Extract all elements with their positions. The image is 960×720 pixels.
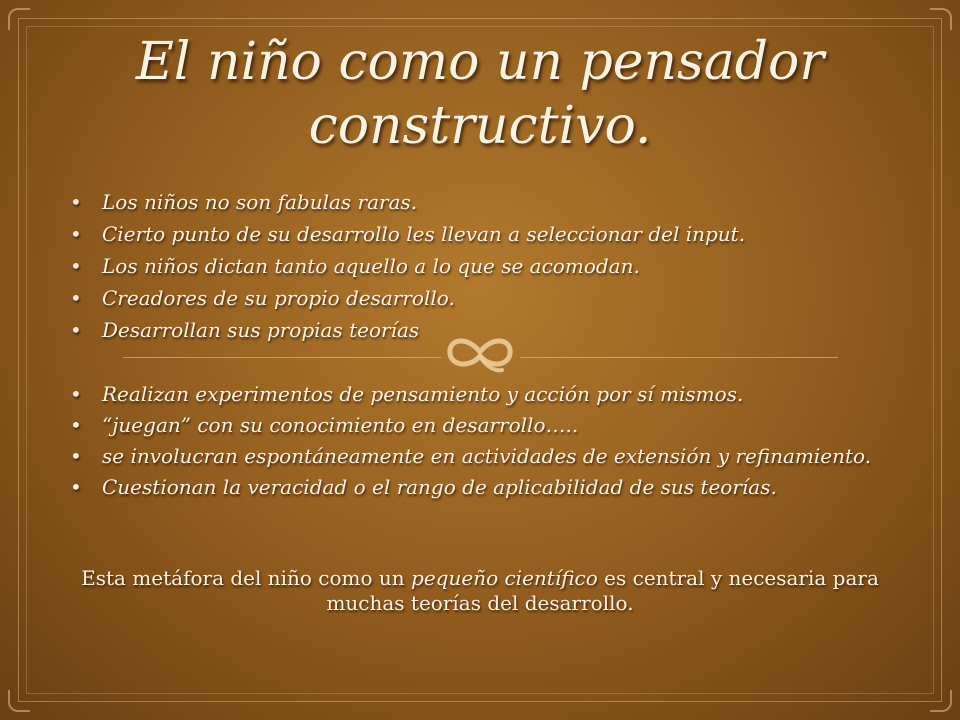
- divider-line-left: [123, 357, 441, 358]
- corner-ornament-top-left: [8, 8, 30, 30]
- slide-title-line1: El niño como un pensador: [135, 32, 825, 92]
- bullet-dot: •: [70, 190, 82, 214]
- bullet-text: Cuestionan la veracidad o el rango de aplicabilidad de sus teorías.: [102, 475, 777, 499]
- bullet-text: Desarrollan sus propias teorías: [102, 318, 420, 342]
- bullet-text: se involucran espontáneamente en actividades de extensión y refinamiento.: [102, 444, 872, 468]
- bullet-dot: •: [70, 475, 82, 499]
- bullet-dot: •: [70, 413, 82, 437]
- bullet-text: Los niños no son fabulas raras.: [102, 190, 418, 214]
- bullet-text: Realizan experimentos de pensamiento y acción por sí mismos.: [102, 382, 744, 406]
- footer-emphasis: pequeño científico: [411, 566, 598, 590]
- bullet-item: [70, 475, 890, 500]
- bullet-list-top: [70, 190, 890, 350]
- bullet-dot: •: [70, 318, 82, 342]
- bullet-list-bottom: [70, 382, 890, 506]
- bullet-item: [70, 190, 890, 215]
- bullet-item: [70, 254, 890, 279]
- bullet-item: [70, 222, 890, 247]
- ornament-flourish-icon: [440, 330, 520, 380]
- bullet-item: [70, 444, 890, 469]
- bullet-text: Los niños dictan tanto aquello a lo que se acomodan.: [102, 254, 640, 278]
- bullet-item: [70, 413, 890, 438]
- footer-text-part2: es central y necesaria para muchas teorías del desarrollo.: [326, 566, 879, 615]
- bullet-dot: •: [70, 286, 82, 310]
- footer-text-part1: Esta metáfora del niño como un: [81, 566, 412, 590]
- bullet-text: “juegan” con su conocimiento en desarrollo…..: [102, 413, 579, 437]
- footer-statement: [60, 566, 900, 616]
- bullet-text: Cierto punto de su desarrollo les llevan a seleccionar del input.: [102, 222, 746, 246]
- bullet-item: [70, 286, 890, 311]
- slide-title-line2: constructivo.: [308, 96, 652, 156]
- bullet-text: Creadores de su propio desarrollo.: [102, 286, 455, 310]
- bullet-item: [70, 382, 890, 407]
- corner-ornament-bottom-left: [8, 690, 30, 712]
- divider-line-right: [520, 357, 838, 358]
- bullet-dot: •: [70, 254, 82, 278]
- bullet-dot: •: [70, 444, 82, 468]
- slide-title: [60, 30, 900, 158]
- bullet-dot: •: [70, 222, 82, 246]
- bullet-dot: •: [70, 382, 82, 406]
- corner-ornament-top-right: [930, 8, 952, 30]
- corner-ornament-bottom-right: [930, 690, 952, 712]
